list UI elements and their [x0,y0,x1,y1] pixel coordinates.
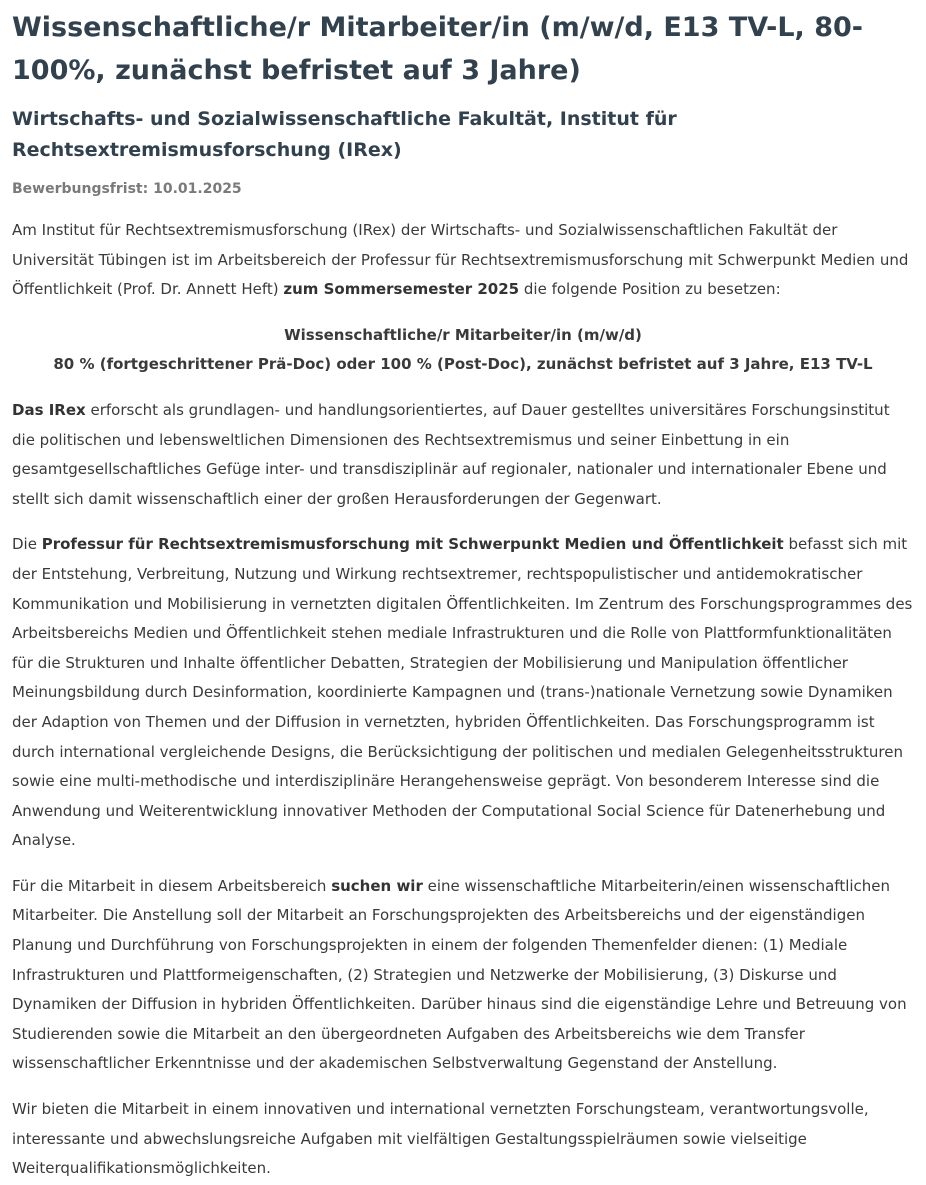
position-details: 80 % (fortgeschrittener Prä-Doc) oder 100 % (Post-Doc), zunächst befristet auf 3 Jahre, E13 TV-L [53,355,873,374]
position-title: Wissenschaftliche/r Mitarbeiter/in (m/w/d) [284,325,642,344]
suchen-bold: suchen wir [331,876,423,895]
faculty-subtitle: Wirtschafts- und Sozialwissenschaftliche Fakultät, Institut für Rechtsextremismusforschung (IRex) [12,108,677,161]
professur-bold: Professur für Rechtsextremismusforschung mit Schwerpunkt Medien und Öffentlichkeit [41,535,784,554]
bieten-paragraph [12,1095,914,1184]
irex-text: erforscht als grundlagen- und handlungsorientiertes, auf Dauer gestelltes universitäres Forschungsinstitut die politischen und lebensweltlichen Dimensionen des Rechtsextremismus und seiner Einbettung in ein gesamtgesellschaftliches Gefüge inter- und transdisziplinär auf regionaler, nationaler und internationaler Ebene und stellt sich damit wissenschaftlich einer der großen Herausforderungen der Gegenwart. [12,400,890,508]
professur-text: befasst sich mit der Entstehung, Verbreitung, Nutzung und Wirkung rechtsextremer, rechtspopulistischer und antidemokratischer Kommunikation und Mobilisierung in vernetzten digitalen Öffentlichkeiten. Im Zentrum des Forschungsprogrammes des Arbeitsbereichs Medien und Öffentlichkeit stehen mediale Infrastrukturen und die Rolle von Plattformfunktionalitäten für die Strukturen und Inhalte öffentlicher Debatten, Strategien der Mobilisierung und Manipulation öffentlicher Meinungsbildung durch Desinformation, koordinierte Kampagnen und (trans-)nationale Vernetzung sowie Dynamiken der Adaption von Themen und der Diffusion in vernetzten, hybriden Öffentlichkeiten. Das Forschungsprogramm ist durch international vergleichende Designs, die Berücksichtigung der politischen und medialen Gelegenheitsstrukturen sowie eine multi-methodische und interdisziplinäre Herangehensweise geprägt. Von besonderem Interesse sind die Anwendung und Weiterentwicklung innovativer Methoden der Computational Social Science für Datenerhebung und Analyse. [12,535,913,850]
intro-text-1: Am Institut für Rechtsextremismusforschung (IRex) der Wirtschafts- und Sozialwissenschaftlichen Fakultät der Universität Tübingen ist im Arbeitsbereich der Professur für Rechtsextremismusforschung mit Schwerpunkt Medien und Öffentlichkeit (Prof. Dr. Annett Heft) [12,221,909,299]
intro-text-2: die folgende Position zu besetzen: [519,280,781,299]
deadline-label: Bewerbungsfrist: [12,181,149,197]
suchen-text: eine wissenschaftliche Mitarbeiterin/einen wissenschaftlichen Mitarbeiter. Die Anstellung soll der Mitarbeit an Forschungsprojekten des Arbeitsbereichs und der eigenständigen Planung und Durchführung von Forschungsprojekten in einem der folgenden Themenfelder dienen: (1) Mediale Infrastrukturen und Plattformeigenschaften, (2) Strategien und Netzwerke der Mobilisierung, (3) Diskurse und Dynamiken der Diffusion in hybriden Öffentlichkeiten. Darüber hinaus sind die eigenständige Lehre und Betreuung von Studierenden sowie die Mitarbeit an den übergeordneten Aufgaben des Arbeitsbereichs wie dem Transfer wissenschaftlicher Erkenntnisse und der akademischen Selbstverwaltung Gegenstand der Anstellung. [12,876,907,1073]
suchen-paragraph [12,872,914,1079]
professur-paragraph [12,530,914,856]
professur-pre: Die [12,535,42,554]
irex-paragraph [12,396,914,514]
suchen-pre: Für die Mitarbeit in diesem Arbeitsbereich [12,876,332,895]
irex-bold: Das IRex [12,400,86,419]
deadline-date: 10.01.2025 [153,181,242,197]
bieten-text: Wir bieten die Mitarbeit in einem innovativen und international vernetzten Forschungsteam, verantwortungsvolle, interessante und abwechslungsreiche Aufgaben mit vielfältigen Gestaltungsspielräumen sowie vielseitige Weiterqualifikationsmöglichkeiten. [12,1100,869,1178]
page-title: Wissenschaftliche/r Mitarbeiter/in (m/w/d, E13 TV-L, 80-100%, zunächst befristet auf 3 Jahre) [12,12,863,86]
application-deadline [12,179,914,199]
intro-bold: zum Sommersemester 2025 [283,280,520,299]
position-block [12,321,914,380]
intro-paragraph [12,216,914,305]
